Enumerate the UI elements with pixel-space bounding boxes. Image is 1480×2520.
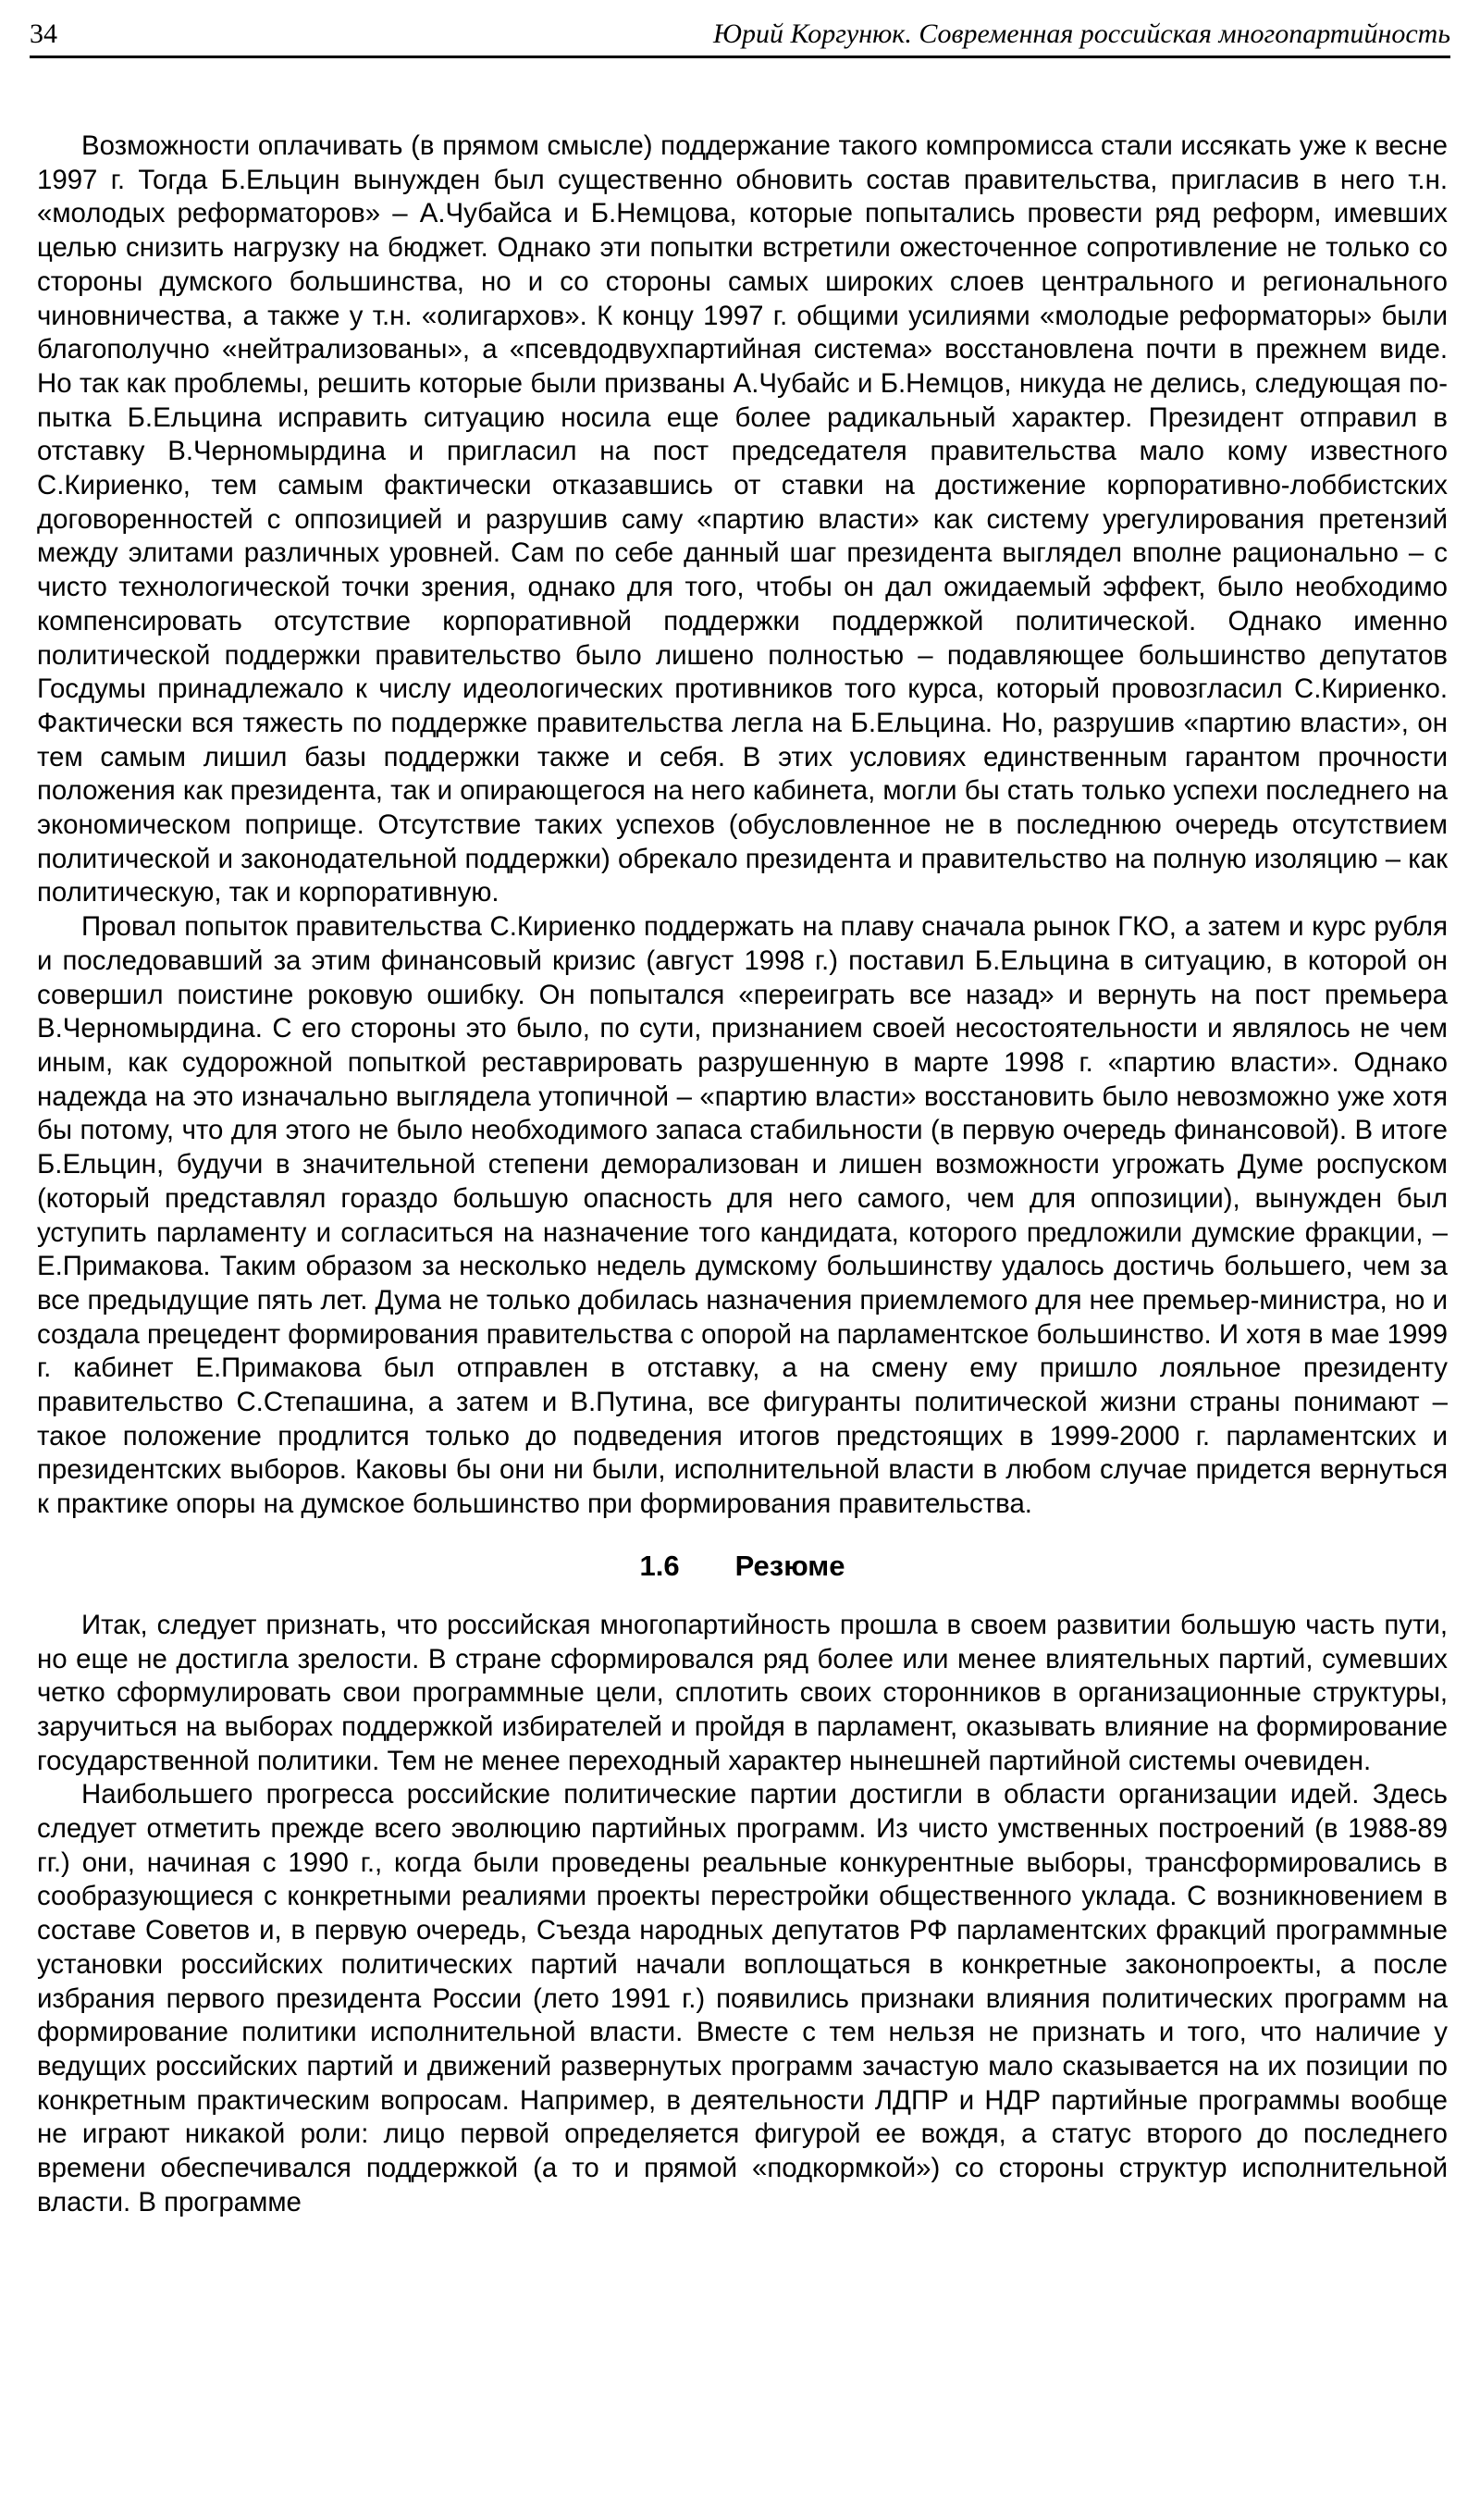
page-number: 34	[30, 19, 57, 49]
section-heading	[37, 1548, 1448, 1585]
running-header	[30, 9, 1450, 58]
paragraph: Возможности оплачивать (в прямом смысле) поддержание такого компромисса стали иссякать уже к весне 1997 г. Тогда Б.Ельцин вынужден был существенно обновить состав правительства, пригласив в него т.н. «молодых реформаторов» – А.Чубайса и Б.Немцова, которые попытались провести ряд реформ, имевших целью снизить нагрузку на бюджет. Однако эти попытки встретили ожесточенное сопротивление не только со стороны думского большинства, но и со стороны самых широких слоев центрального и регионального чиновничества, а также у т.н. «олигархов». К концу 1997 г. общими усилиями «молодые реформаторы» были благополучно «нейтрализованы», а «псевдодвухпартийная система» восстановлена почти в прежнем виде. Но так как проблемы, решить которые были призваны А.Чубайс и Б.Немцов, никуда не делись, следующая попытка Б.Ельцина исправить ситуацию носила еще более радикальный характер. Президент отправил в отставку В.Черномырдина и пригласил на пост председателя правительства мало кому известного С.Кириенко, тем самым фактически отказавшись от ставки на достижение корпоративно-лоббистских договоренностей с оппозицией и разрушив саму «партию власти» как систему урегулирования претензий между элитами различных уровней. Сам по себе данный шаг президента выглядел вполне рационально – с чисто технологической точки зрения, однако для того, чтобы он дал ожидаемый эффект, было необходимо компенсировать отсутствие корпоративной поддержки поддержкой политической. Однако именно политической поддержки правительство было лишено полностью – подавляющее большинство депутатов Госдумы принадлежало к числу идеологических противников того курса, который провозгласил С.Кириенко. Фактически вся тяжесть по поддержке правительства легла на Б.Ельцина. Но, разрушив «партию власти», он тем самым лишил базы поддержки также и себя. В этих условиях единственным гарантом прочности положения как президента, так и опирающегося на него кабинета, могли бы стать только успехи последнего на экономическом поприще. Отсутствие таких успехов (обусловленное не в последнюю очередь отсутствием политической и законодательной поддержки) обрекало президента и правительство на полную изоляцию – как политическую, так и корпоративную.	[37, 130, 1448, 908]
paragraph: Провал попыток правительства С.Кириенко поддержать на плаву сначала рынок ГКО, а затем и курс рубля и последовавший за этим финансовый кризис (август 1998 г.) поставил Б.Ельцина в ситуацию, в которой он совершил поистине роковую ошибку. Он попытался «переиграть все назад» и вернуть на пост премьера В.Черномырдина. С его стороны это было, по сути, признанием своей несостоятельности и являлось не чем иным, как судорожной попыткой реставрировать разрушенную в марте 1998 г. «партию власти». Однако надежда на это изначально выглядела утопичной – «партию власти» восстановить было невозможно уже хотя бы потому, что для этого не было необходимого запаса стабильности (в первую очередь финансовой). В итоге Б.Ельцин, будучи в значительной степени деморализован и лишен возможности угрожать Думе роспуском (который представлял гораздо большую опасность для него самого, чем для оппозиции), вынужден был уступить парламенту и согласиться на назначение того кандидата, которого предложили думские фракции, – Е.Примакова. Таким образом за несколько недель думскому большинству удалось достичь большего, чем за все предыдущие пять лет. Дума не только добилась назначения приемлемого для нее премьер-министра, но и создала прецедент формирования правительства с опорой на парламентское большинство. И хотя в мае 1999 г. кабинет Е.Примакова был отправлен в отставку, а на смену ему пришло лояльное президенту правительство С.Степашина, а затем и В.Путина, все фигуранты политической жизни страны понимают – такое положение продлится только до подведения итогов предстоящих в 1999-2000 г. парламентских и президентских выборов. Каковы бы они ни были, исполнительной власти в любом случае придется вернуться к практике опоры на думское большинство при формирования правительства.	[37, 911, 1448, 1520]
section-title: Резюме	[734, 1549, 845, 1582]
paragraph: Наибольшего прогресса российские политические партии достигли в области организации идей. Здесь следует отметить прежде всего эволюцию партийных программ. Из чисто умственных построений (в 1988-89 гг.) они, начиная с 1990 г., когда были проведены реальные конкурентные выборы, трансформировались в сообразующиеся с конкретными реалиями проекты перестройки общественного уклада. С возникновением в составе Советов и, в первую очередь, Съезда народных депутатов РФ парламентских фракций программные установки российских политических партий начали воплощаться в конкретные законопроекты, а после избрания первого президента России (лето 1991 г.) появились признаки влияния политических программ на формирование политики исполнительной власти. Вместе с тем нельзя не признать и того, что наличие у ведущих российских партий и движений развернутых программ зачастую мало сказывается на их позиции по конкретным практическим вопросам. Например, в деятельности ЛДПР и НДР партийные программы вообще не играют никакой роли: лицо первой определяется фигурой ее вождя, а статус второго до последнего времени обеспечивался поддержкой (а то и прямой «подкормкой») со стороны структур исполнительной власти. В программе	[37, 1779, 1448, 2217]
paragraph: Итак, следует признать, что российская многопартийность прошла в своем развитии большую часть пути, но еще не достигла зрелости. В стране сформировался ряд более или менее влиятельных партий, сумевших четко сформулировать свои программные цели, сплотить своих сторонников в организационные структуры, заручиться на выборах поддержкой избирателей и пройдя в парламент, оказывать влияние на формирование государственной политики. Тем не менее переходный характер нынешней партийной системы очевиден.	[37, 1609, 1448, 1776]
running-title: Юрий Коргунюк. Современная российская многопартийность	[712, 19, 1450, 49]
section-number: 1.6	[639, 1549, 680, 1582]
main-text	[37, 130, 1448, 2219]
